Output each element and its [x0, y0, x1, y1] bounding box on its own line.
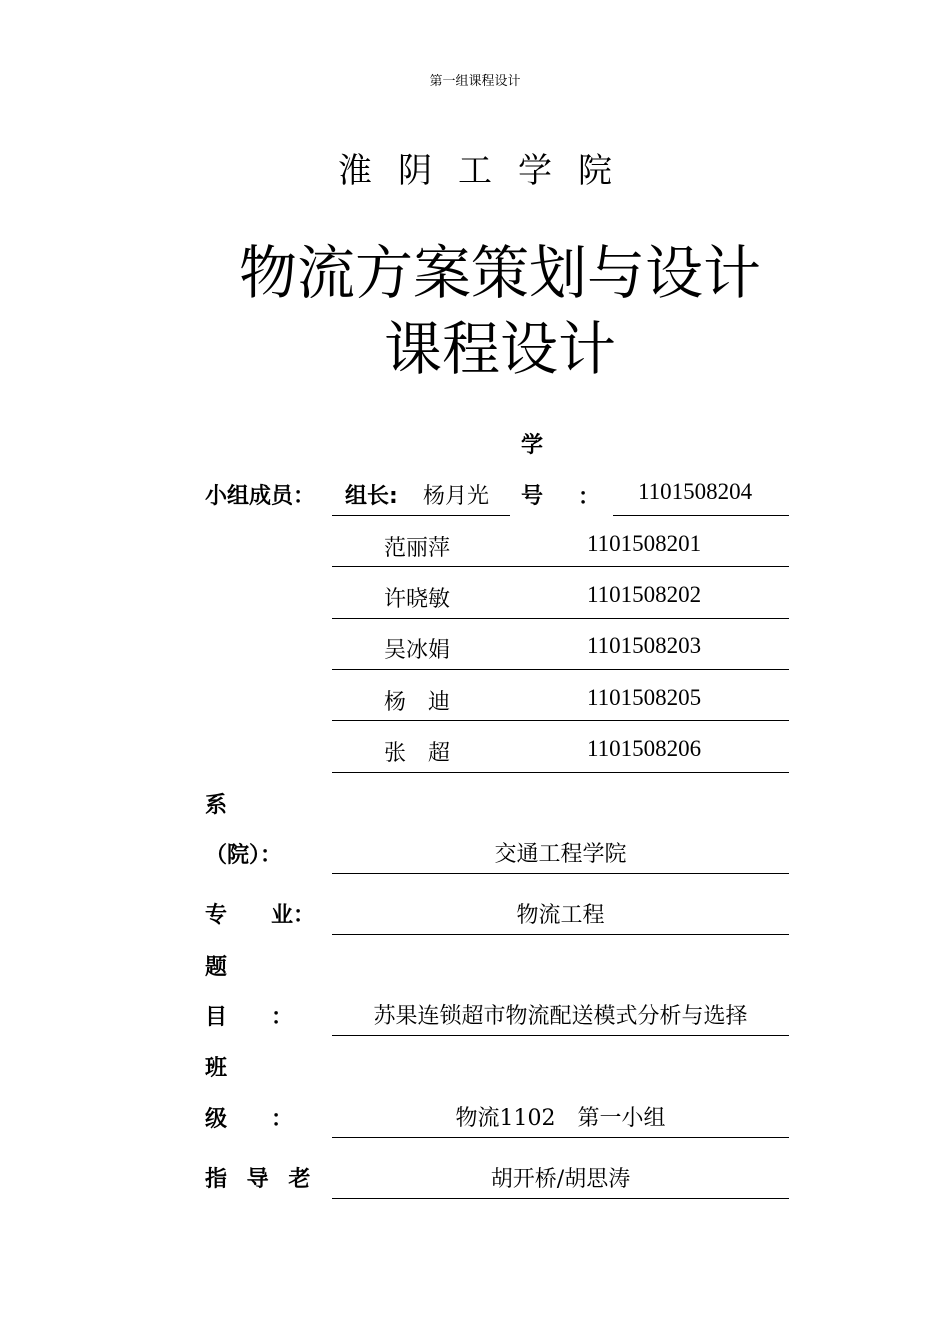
members-label: 小组成员： [205, 484, 316, 509]
member-id: 1101508205 [587, 685, 702, 710]
title-line-2: 课程设计 [383, 315, 616, 383]
member-id: 1101508206 [587, 736, 702, 761]
class-underline [332, 1137, 789, 1138]
row-divider [332, 720, 789, 721]
department-value: 交通工程学院 [494, 842, 627, 867]
advisor-label: 指 导 老 [205, 1167, 317, 1192]
member-name: 许晓敏 [384, 587, 451, 612]
topic-underline [332, 1035, 789, 1036]
leader-name-underline [332, 515, 510, 516]
member-name: 范丽萍 [384, 536, 451, 561]
class-value: 物流1102 第一小组 [455, 1106, 666, 1131]
department-label-top: 系 [205, 793, 228, 818]
row-divider [332, 669, 789, 670]
leader-id-underline [613, 515, 789, 516]
school-name: 淮阴工学院 [338, 151, 638, 191]
id-label-top: 学 [521, 433, 544, 458]
title-line-1: 物流方案策划与设计 [238, 239, 761, 307]
advisor-value: 胡开桥/胡思涛 [490, 1167, 631, 1192]
class-label-top: 班 [205, 1056, 228, 1081]
member-id: 1101508202 [587, 582, 702, 607]
member-id: 1101508203 [587, 633, 702, 658]
member-name: 吴冰娟 [384, 638, 451, 663]
leader-name: 杨月光 [423, 484, 490, 509]
major-label: 专 业： [205, 903, 316, 928]
advisor-underline [332, 1198, 789, 1199]
topic-label-bottom: 目 ： [205, 1005, 294, 1030]
major-underline [332, 934, 789, 935]
row-divider [332, 566, 789, 567]
row-divider [332, 618, 789, 619]
topic-value: 苏果连锁超市物流配送模式分析与选择 [373, 1004, 748, 1029]
leader-id: 1101508204 [638, 479, 753, 504]
member-name: 张 超 [384, 741, 451, 766]
row-divider [332, 772, 789, 773]
id-label-bottom: 号 [521, 484, 544, 509]
class-label-bottom: 级 ： [205, 1107, 294, 1132]
page-header: 第一组课程设计 [429, 74, 521, 89]
major-value: 物流工程 [516, 903, 605, 928]
department-underline [332, 873, 789, 874]
member-id: 1101508201 [587, 531, 702, 556]
topic-label-top: 题 [205, 955, 228, 980]
id-colon: ： [578, 485, 601, 510]
department-label-bottom: （院）： [205, 843, 283, 868]
leader-label: 组长: [345, 484, 398, 509]
member-name: 杨 迪 [384, 690, 451, 715]
